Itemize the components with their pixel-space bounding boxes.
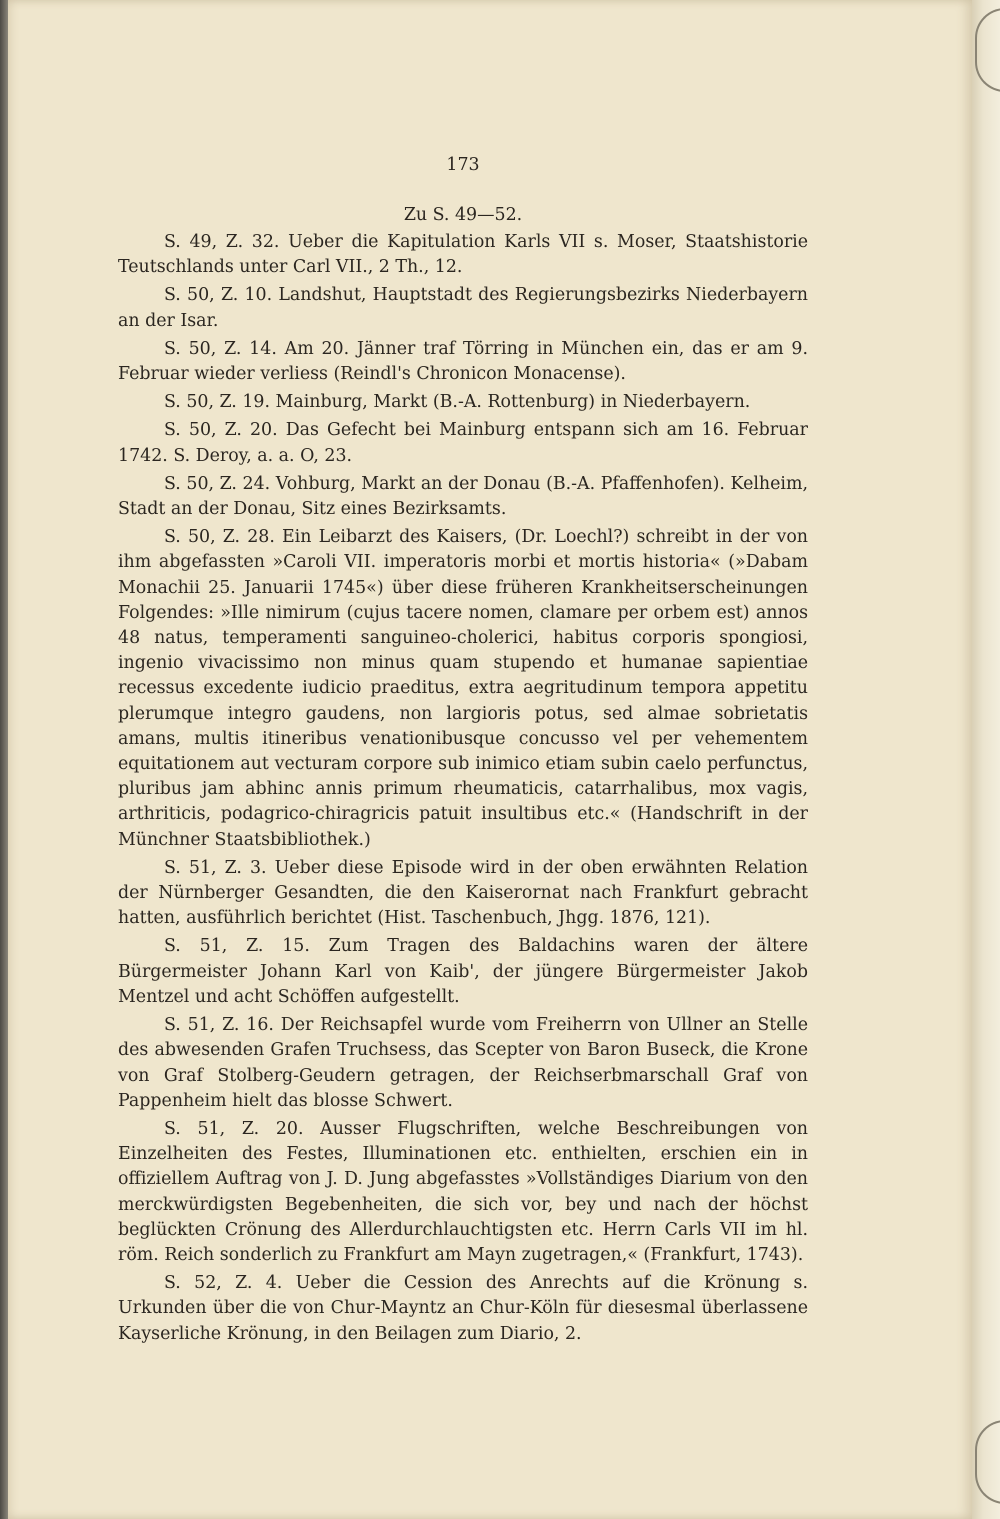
note-paragraph: S. 49, Z. 32. Ueber die Kapitulation Karls VII s. Moser, Staatshistorie Teutschlands unter Carl VII., 2 Th., 12. — [118, 232, 808, 278]
page-text-block — [118, 150, 808, 1350]
page-number: 173 — [446, 155, 480, 175]
section-heading: Zu S. 49—52. — [403, 205, 523, 225]
page-right-edge — [972, 0, 1000, 1519]
note-paragraph: S. 50, Z. 28. Ein Leibarzt des Kaisers, (Dr. Loechl?) schreibt in der von ihm abgefassten »Caroli VII. imperatoris morbi et mortis historia« (»Dabam Monachii 25. Januarii 1745«) über diese früheren Krankheitserscheinungen Folgendes: »Ille nimirum (cujus tacere nomen, clamare per orbem est) annos 48 natus, temperamenti sanguineo-cholerici, habitus corporis spongiosi, ingenio vivacissimo non minus quam stupendo et humanae sapientiae recessus excedente iudicio praeditus, extra aegritudinum tempora appetitu plerumque integro gaudens, non largioris potus, sed almae sobrietatis amans, multis itineribus venationibusque concusso vel per vehementem equitationem aut vecturam corpore sub inimico etiam subin caelo perfunctus, pluribus jam abhinc annis primum rheumaticis, catarrhalibus, mox vagis, arthriticis, podagrico-chiragricis patuit insultibus etc.« (Handschrift in der Münchner Staatsbibliothek.) — [118, 527, 808, 850]
note-paragraph: S. 52, Z. 4. Ueber die Cession des Anrechts auf die Krönung s. Urkunden über die von Chur-Mayntz an Chur-Köln für diesesmal überlassene Kayserliche Krönung, in den Beilagen zum Diario, 2. — [118, 1273, 808, 1344]
note-paragraph: S. 51, Z. 3. Ueber diese Episode wird in der oben erwähnten Relation der Nürnberger Gesandten, die den Kaiserornat nach Frankfurt gebracht hatten, ausführlich berichtet (Hist. Taschenbuch, Jhgg. 1876, 121). — [118, 857, 808, 929]
note-paragraph: S. 51, Z. 15. Zum Tragen des Baldachins waren der ältere Bürgermeister Johann Karl von Kaib', der jüngere Bürgermeister Jakob Mentzel und acht Schöffen aufgestellt. — [118, 936, 808, 1007]
note-paragraph: S. 50, Z. 19. Mainburg, Markt (B.-A. Rottenburg) in Niederbayern. — [164, 392, 751, 413]
note-paragraph: S. 50, Z. 20. Das Gefecht bei Mainburg entspann sich am 16. Februar 1742. S. Deroy, a. a. O, 23. — [118, 420, 808, 466]
note-paragraph: S. 50, Z. 24. Vohburg, Markt an der Donau (B.-A. Pfaffenhofen). Kelheim, Stadt an der Donau, Sitz eines Bezirksamts. — [118, 473, 808, 520]
note-paragraph: S. 51, Z. 16. Der Reichsapfel wurde vom Freiherrn von Ullner an Stelle des abwesenden Grafen Truchsess, das Scepter von Baron Buseck, die Krone von Graf Stolberg-Geudern getragen, der Reichserbmarschall Graf von Pappenheim hielt das blosse Schwert. — [118, 1015, 808, 1111]
note-paragraph: S. 51, Z. 20. Ausser Flugschriften, welche Beschreibungen von Einzelheiten des Festes, Illuminationen etc. enthielten, erschien ein in offiziellem Auftrag von J. D. Jung abgefasstes »Vollständiges Diarium von den merckwürdigsten Begebenheiten, die sich vor, bey und nach der höchst beglückten Crönung des Allerdurchlauchtigsten etc. Herrn Carls VII im hl. röm. Reich sonderlich zu Frankfurt am Mayn zugetragen,« (Frankfurt, 1743). — [118, 1118, 808, 1265]
note-paragraph: S. 50, Z. 10. Landshut, Hauptstadt des Regierungsbezirks Niederbayern an der Isar. — [118, 285, 808, 331]
note-paragraph: S. 50, Z. 14. Am 20. Jänner traf Törring in München ein, das er am 9. Februar wieder verliess (Reindl's Chronicon Monacense). — [118, 338, 808, 385]
